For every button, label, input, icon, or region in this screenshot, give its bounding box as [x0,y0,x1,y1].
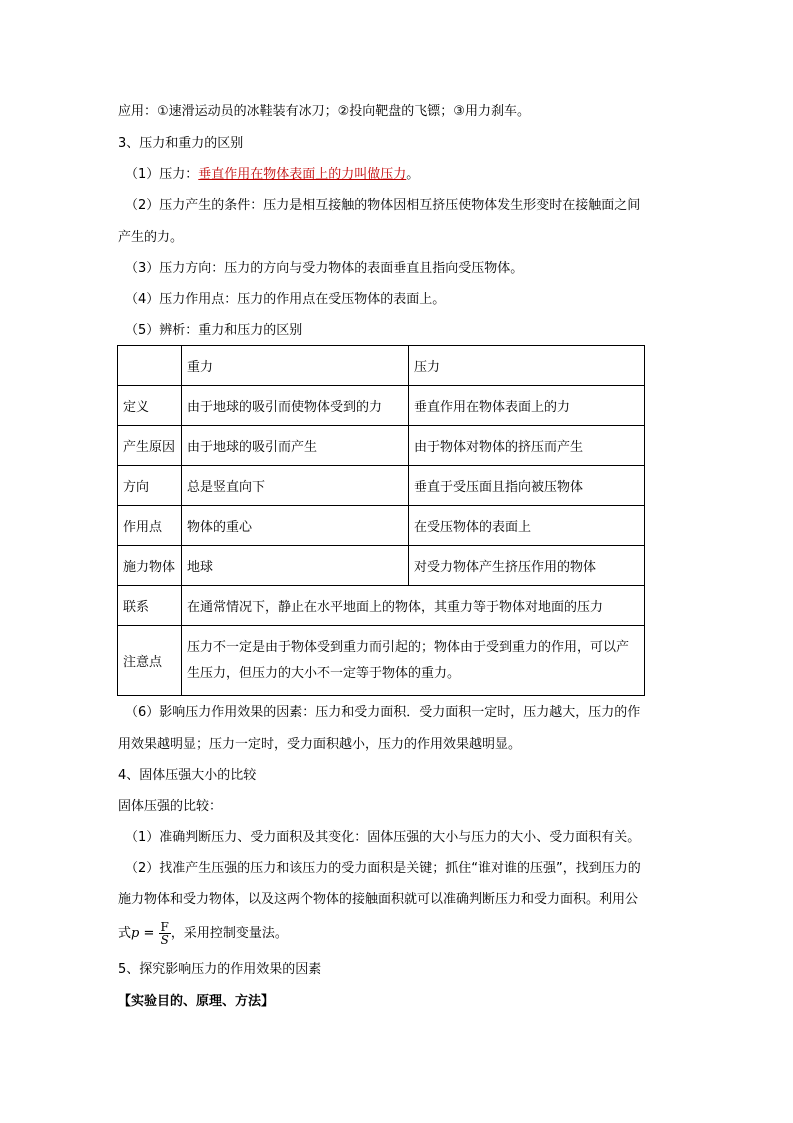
point-3: （3）压力方向：压力的方向与受力物体的表面垂直且指向受压物体。 [125,261,524,276]
gravity-cell: 总是竖直向下 [182,466,409,506]
row-label: 方向 [118,466,182,506]
q-point-2-line-3 [118,920,288,948]
pressure-cell: 垂直作用在物体表面上的力 [409,386,645,426]
section-4-subtitle: 固体压强的比较： [118,799,223,814]
section-3-title: 3、压力和重力的区别 [118,136,244,151]
note-cell: 压力不一定是由于物体受到重力而引起的；物体由于受到重力的作用，可以产生压力，但压力的大小不一定等于物体的重力。 [182,626,645,696]
point-2-line-1: （2）压力产生的条件：压力是相互接触的物体因相互挤压使物体发生形变时在接触面之间 [125,198,641,213]
point-6-line-1: （6）影响压力作用效果的因素：压力和受力面积．受力面积一定时，压力越大，压力的作 [125,705,641,720]
table-header-cell: 重力 [182,346,409,386]
formula-suffix: ，采用控制变量法。 [170,926,288,941]
point-5: （5）辨析：重力和压力的区别 [125,323,303,338]
formula-prefix: 式 [118,926,132,941]
gravity-pressure-comparison-table [117,345,645,696]
formula-p-symbol: p [131,926,140,941]
relation-cell: 在通常情况下，静止在水平地面上的物体，其重力等于物体对地面的压力 [182,586,645,626]
section-5-title: 5、探究影响压力的作用效果的因素 [118,962,322,977]
table-header-row [118,346,645,386]
row-label: 定义 [118,386,182,426]
pressure-formula-fraction [159,921,171,946]
pressure-cell: 在受压物体的表面上 [409,506,645,546]
table-row [118,466,645,506]
table-row [118,386,645,426]
gravity-cell: 由于地球的吸引而使物体受到的力 [182,386,409,426]
formula-denominator: S [160,933,169,947]
formula-numerator: F [160,920,169,934]
point-6-line-2: 用效果越明显；压力一定时，受力面积越小，压力的作用效果越明显。 [118,737,522,752]
formula-equals: = [139,926,159,941]
row-label: 施力物体 [118,546,182,586]
point-2-line-2: 产生的力。 [118,230,184,245]
point-1-prefix: （1）压力： [125,167,199,182]
table-header-cell: 压力 [409,346,645,386]
pressure-cell: 由于物体对物体的挤压而产生 [409,426,645,466]
point-4: （4）压力作用点：压力的作用点在受压物体的表面上。 [125,292,446,307]
gravity-cell: 由于地球的吸引而产生 [182,426,409,466]
gravity-cell: 地球 [182,546,409,586]
table-row [118,426,645,466]
application-line: 应用：①速滑运动员的冰鞋装有冰刀；②投向靶盘的飞镖；③用力刹车。 [118,104,530,119]
section-5-subtitle: 【实验目的、原理、方法】 [118,994,275,1009]
row-label: 注意点 [118,626,182,696]
row-label: 产生原因 [118,426,182,466]
table-row [118,506,645,546]
table-header-cell [118,346,182,386]
row-label: 作用点 [118,506,182,546]
q-point-2-line-2: 施力物体和受力物体，以及这两个物体的接触面积就可以准确判断压力和受力面积。利用公 [118,892,639,907]
section-4-title: 4、固体压强大小的比较 [118,768,257,783]
pressure-cell: 对受力物体产生挤压作用的物体 [409,546,645,586]
table-row-note [118,626,645,696]
q-point-2-line-1: （2）找准产生压强的压力和该压力的受力面积是关键；抓住“谁对谁的压强”，找到压力的 [125,861,641,876]
q-point-1: （1）准确判断压力、受力面积及其变化：固体压强的大小与压力的大小、受力面积有关。 [125,830,641,845]
pressure-definition-highlight: 垂直作用在物体表面上的力叫做压力 [198,167,407,182]
point-1 [125,167,419,183]
table-row-relation [118,586,645,626]
gravity-cell: 物体的重心 [182,506,409,546]
table-row [118,546,645,586]
row-label: 联系 [118,586,182,626]
pressure-cell: 垂直于受压面且指向被压物体 [409,466,645,506]
point-1-suffix: 。 [406,167,420,182]
